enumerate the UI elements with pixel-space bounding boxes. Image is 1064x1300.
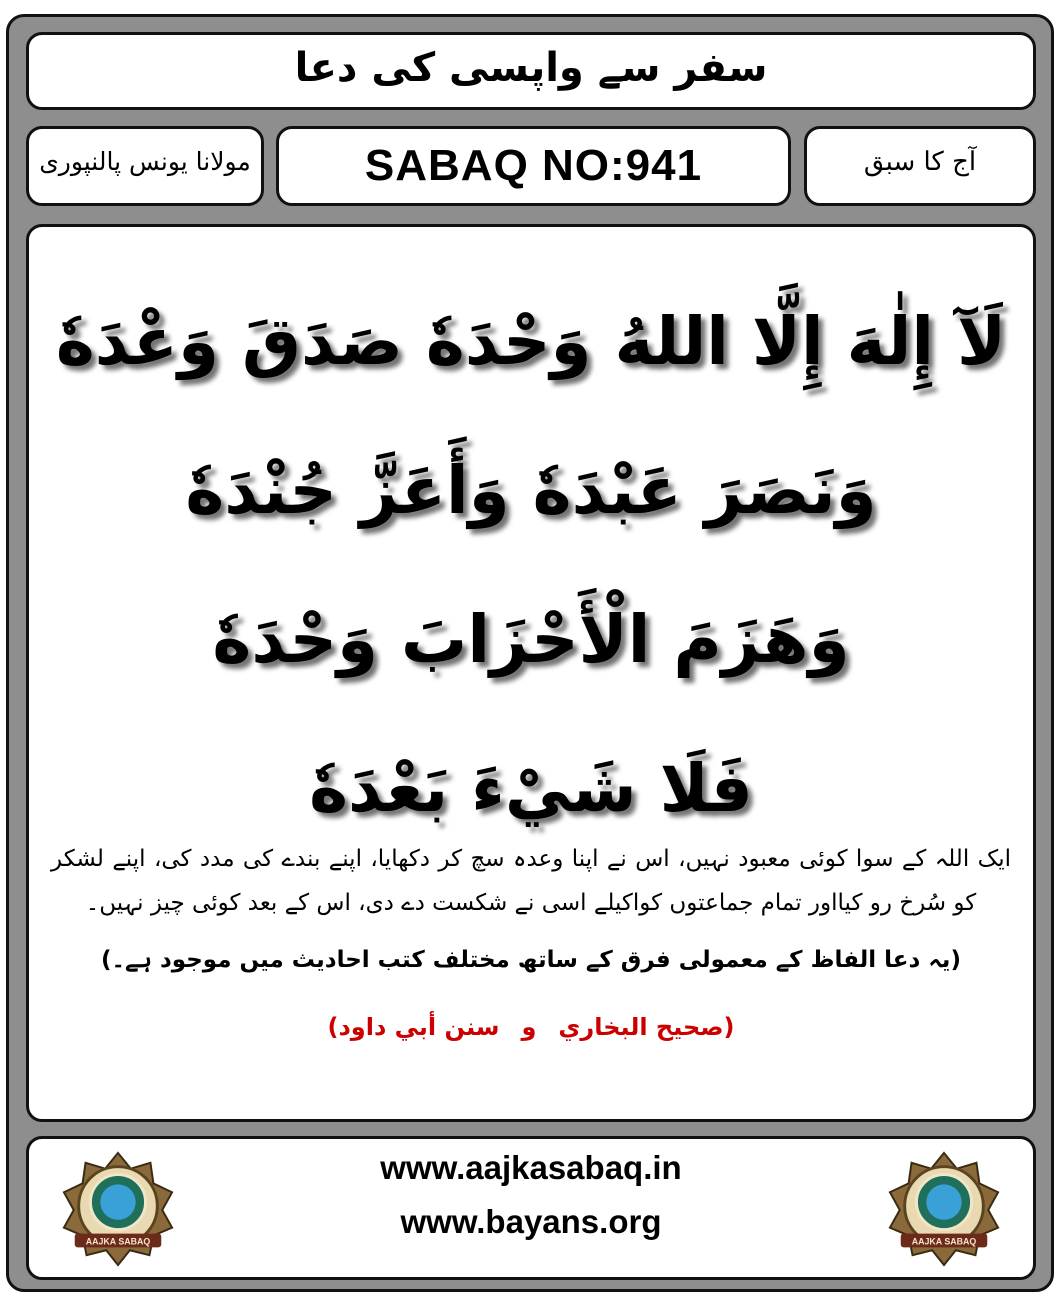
- reference-separator: و: [521, 1013, 537, 1041]
- page-title: سفر سے واپسی کی دعا: [294, 45, 768, 91]
- reference-open-paren: (: [723, 1013, 735, 1041]
- website-link-bayans[interactable]: www.bayans.org: [400, 1203, 662, 1240]
- dua-panel: [26, 224, 1036, 1122]
- dua-line-2: وَنَصَرَ عَبْدَهٗ وَأَعَزَّ جُنْدَهٗ: [185, 452, 877, 529]
- dua-line-3: وَهَزَمَ الْأَحْزَابَ وَحْدَهٗ: [212, 601, 850, 678]
- aajka-sabaq-logo-right: [885, 1149, 1003, 1267]
- today-lesson-panel: [804, 126, 1036, 206]
- author-name: مولانا یونس پالنپوری: [39, 147, 251, 176]
- dua-line-1: لَآ إِلٰهَ إِلَّا اللهُ وَحْدَهٗ صَدَقَ وَعْدَهٗ: [55, 303, 1007, 380]
- reference-source-bukhari: صحيح البخاري: [558, 1013, 724, 1041]
- hadith-note: (یہ دعا الفاظ کے معمولی فرق کے ساتھ مختلف کتب احادیث میں موجود ہے۔): [101, 947, 961, 973]
- urdu-translation: ایک اللہ کے سوا کوئی معبود نہیں، اس نے اپنا وعدہ سچ کر دکھایا، اپنے بندے کی مدد کی، اپنے لشکر کو سُرخ رو کیااور تمام جماعتوں کواکیلے اسی نے شکست دے دی، اس کے بعد کوئی چیز نہیں۔: [51, 846, 1011, 916]
- reference-source-abu-dawud: سنن أبي داود: [338, 1013, 500, 1041]
- reference-close-paren: ): [327, 1013, 339, 1041]
- footer-panel: [26, 1136, 1036, 1280]
- sabaq-number: SABAQ NO:941: [364, 141, 703, 190]
- logo-text-left: AAJKA SABAQ: [85, 1236, 151, 1247]
- logo-text-right: AAJKA SABAQ: [911, 1236, 977, 1247]
- today-lesson-label: آج کا سبق: [863, 147, 977, 177]
- author-panel: [26, 126, 264, 206]
- dua-line-4: فَلَا شَيْءَ بَعْدَهٗ: [309, 750, 753, 827]
- hadith-reference: [29, 1013, 1033, 1041]
- website-link-aajkasabaq[interactable]: www.aajkasabaq.in: [380, 1149, 682, 1186]
- title-panel: [26, 32, 1036, 110]
- dua-arabic-text: [49, 267, 1013, 863]
- sabaq-number-panel: [276, 126, 791, 206]
